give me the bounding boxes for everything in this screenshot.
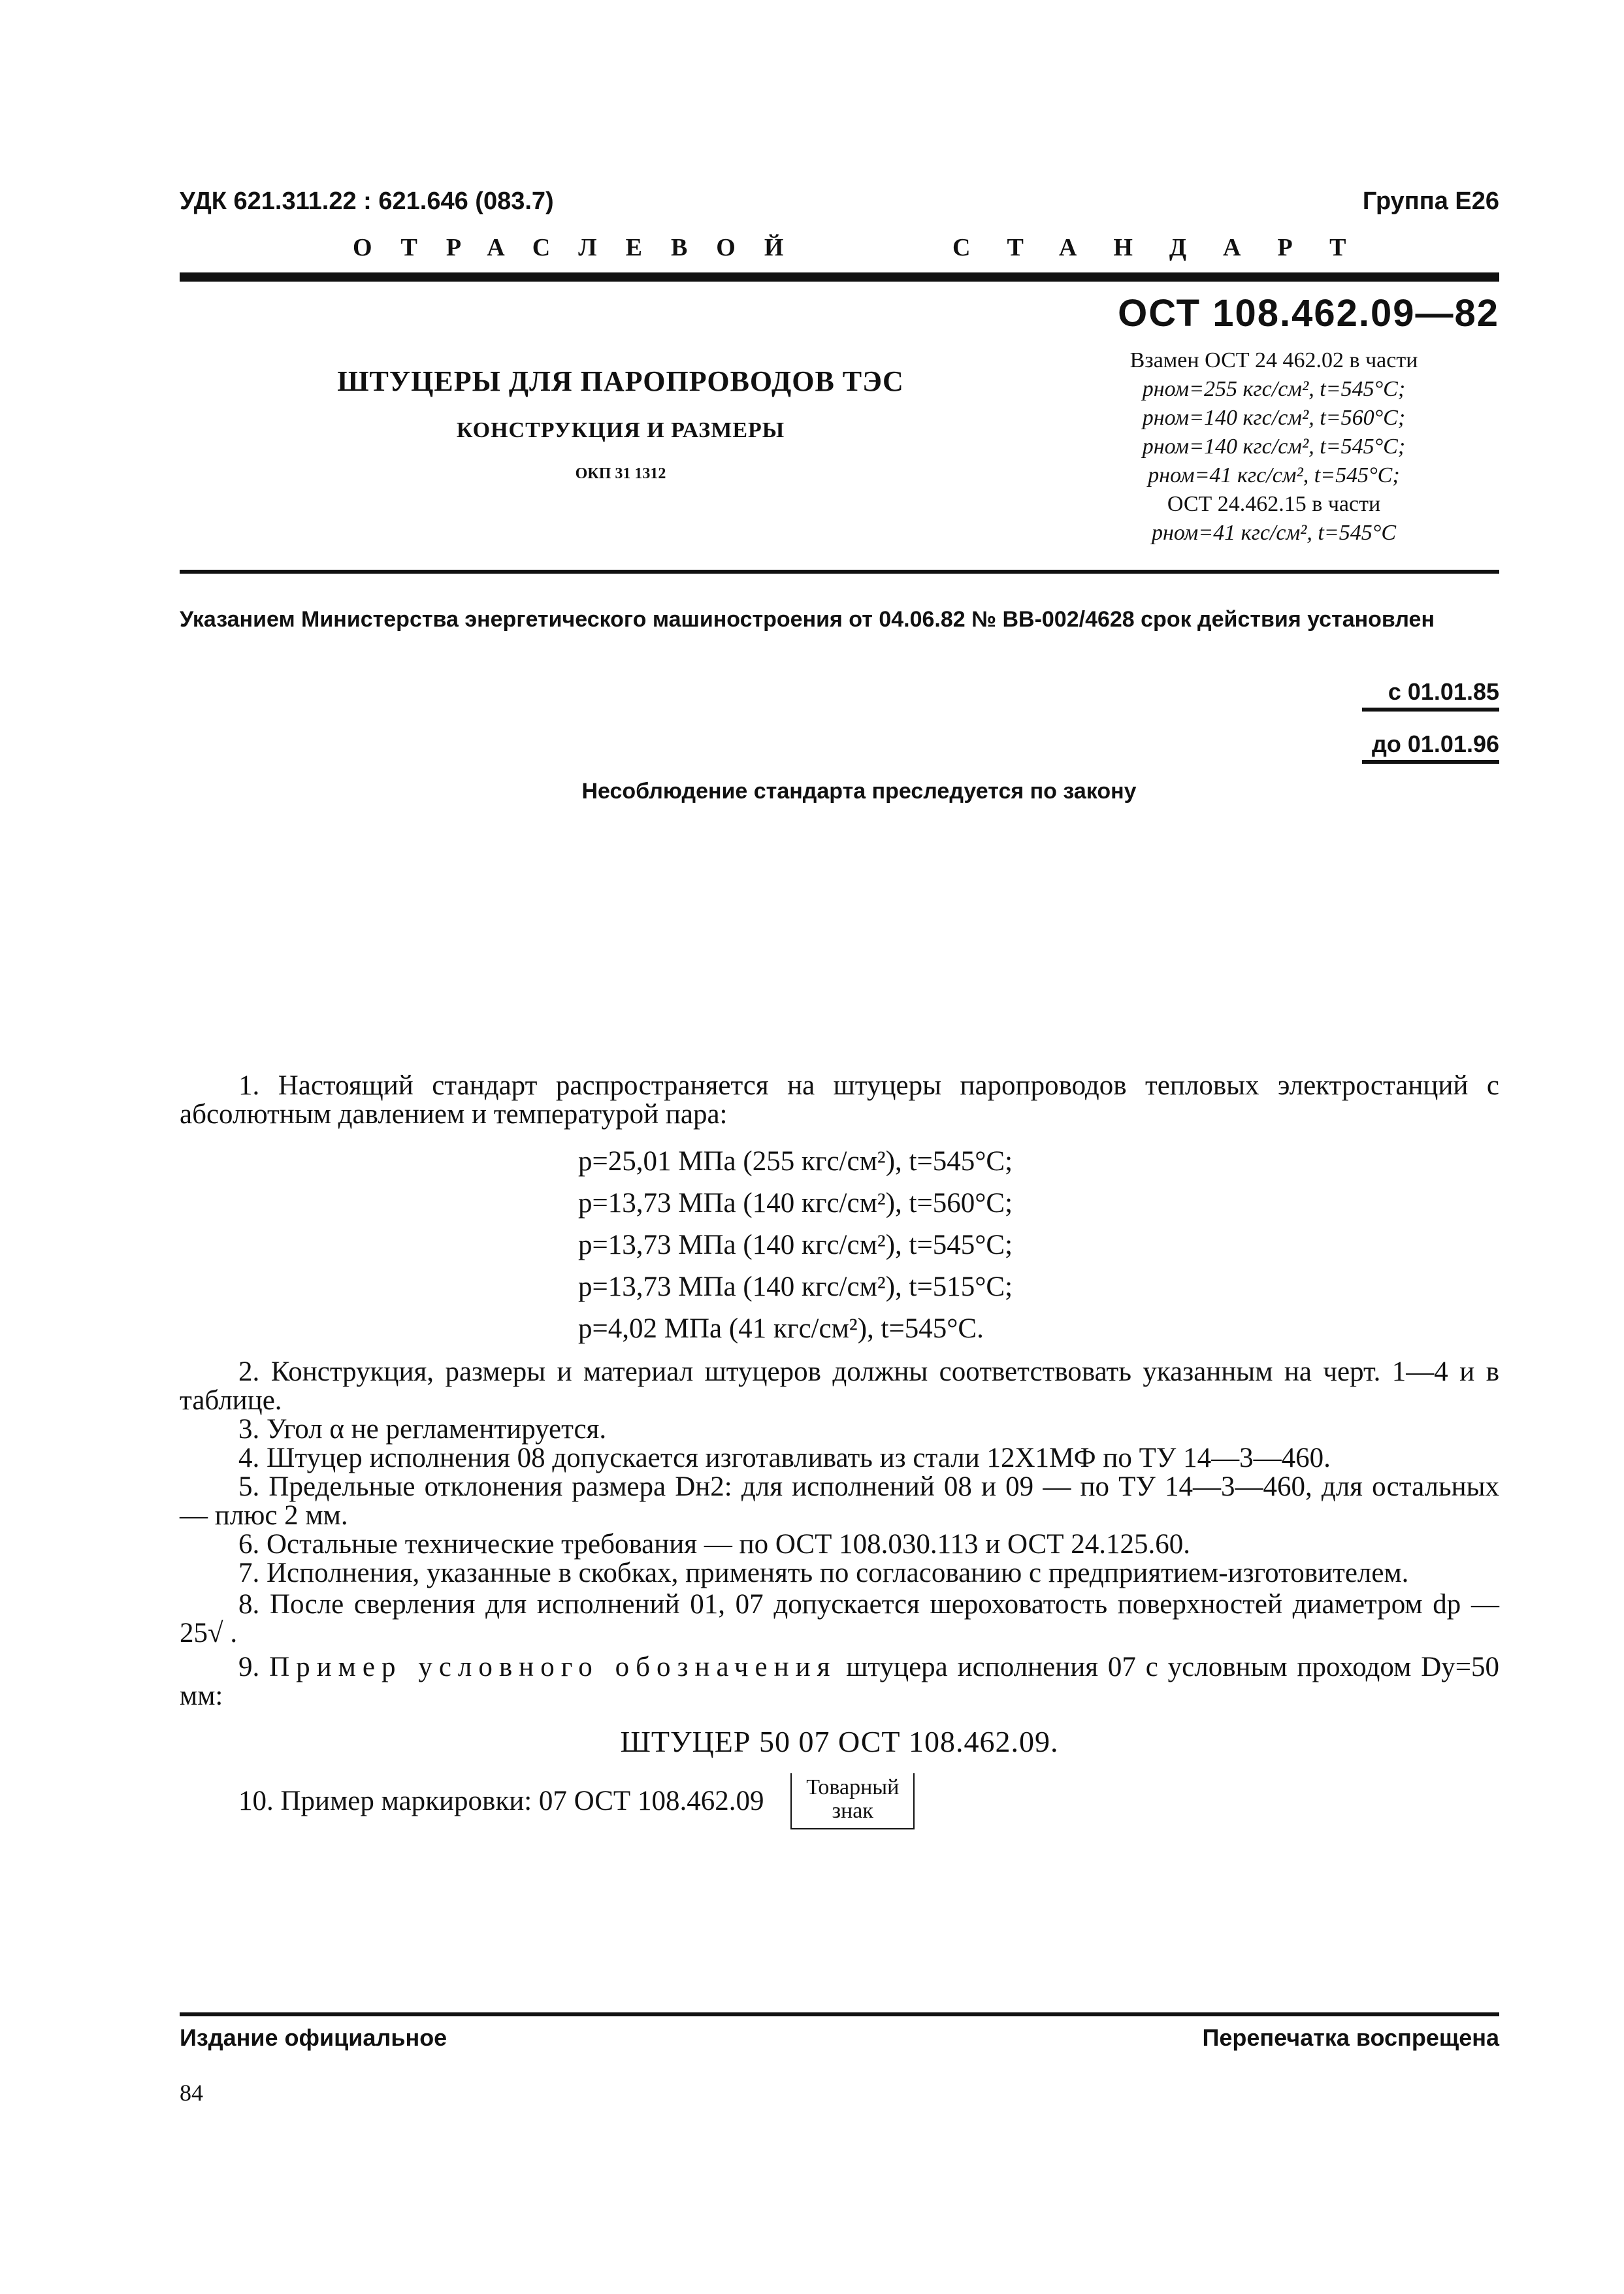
paragraph-1: 1. Настоящий стандарт распространяется на штуцеры паропроводов тепловых электростанций с абсолютным давлением и температурой пара:: [180, 1070, 1499, 1130]
pressure-formula: p=25,01 МПа (255 кгс/см²), t=545°С;: [578, 1146, 1013, 1177]
paragraph-4: 4. Штуцер исполнения 08 допускается изготавливать из стали 12Х1МФ по ТУ 14—3—460.: [238, 1443, 1331, 1473]
paragraph-6: 6. Остальные технические требования — по ОСТ 108.030.113 и ОСТ 24.125.60.: [238, 1529, 1191, 1560]
trademark-box: [790, 1773, 915, 1829]
replaces-line: pном=41 кгс/см², t=545°С: [1151, 521, 1397, 545]
udk-code: УДК 621.311.22 : 621.646 (083.7): [180, 188, 554, 215]
penalty-notice: Несоблюдение стандарта преследуется по закону: [581, 779, 1137, 804]
validity-to: до 01.01.96: [1372, 730, 1499, 757]
trademark-line-1: Товарный: [806, 1775, 900, 1799]
document-title: ШТУЦЕРЫ ДЛЯ ПАРОПРОВОДОВ ТЭС: [337, 365, 904, 397]
designation-example: ШТУЦЕР 50 07 ОСТ 108.462.09.: [620, 1725, 1059, 1758]
marking-example: 10. Пример маркировки: 07 ОСТ 108.462.09: [238, 1786, 764, 1816]
okp-code: ОКП 31 1312: [575, 465, 666, 482]
page-number: 84: [180, 2080, 203, 2106]
pressure-formula: p=13,73 МПа (140 кгс/см²), t=560°С;: [578, 1188, 1013, 1219]
paragraph-8: 8. После сверления для исполнений 01, 07 допускается шероховатость поверхностей диаметром dр — 25√ .: [180, 1589, 1499, 1648]
trademark-line-2: знак: [832, 1799, 873, 1823]
replaces-line: ОСТ 24.462.15 в части: [1167, 492, 1381, 516]
paragraph-9-rest: штуцера исполнения 07 с условным проходом Dу=50 мм:: [180, 1652, 1499, 1711]
paragraph-9: [180, 1653, 1499, 1711]
body-text: [180, 1072, 1499, 1829]
validity-from-underline: [1362, 708, 1499, 712]
replaces-line: pном=255 кгс/см², t=545°С;: [1142, 377, 1406, 401]
header-bottom-rule: [180, 570, 1499, 574]
pressure-formula: p=13,73 МПа (140 кгс/см²), t=515°С;: [578, 1271, 1013, 1302]
footer-rule: [180, 2012, 1499, 2016]
paragraph-10: [180, 1773, 1499, 1829]
validity-directive: Указанием Министерства энергетического машиностроения от 04.06.82 № ВВ-002/4628 срок действия установлен: [180, 607, 1435, 632]
document-subtitle: КОНСТРУКЦИЯ И РАЗМЕРЫ: [456, 418, 785, 442]
pressure-formula: p=13,73 МПа (140 кгс/см²), t=545°С;: [578, 1230, 1013, 1260]
replaces-line: Взамен ОСТ 24 462.02 в части: [1129, 348, 1418, 372]
banner-industry: ОТРАСЛЕВОЙ: [353, 234, 813, 261]
header-thick-rule: [180, 272, 1499, 282]
pressure-formula: p=4,02 МПа (41 кгс/см²), t=545°С.: [578, 1313, 984, 1344]
validity-to-underline: [1362, 760, 1499, 764]
replaces-block: [1052, 346, 1496, 548]
paragraph-9-spaced: Пример условного обозначения: [269, 1652, 837, 1682]
replaces-line: pном=140 кгс/см², t=560°С;: [1142, 406, 1406, 430]
paragraph-7: 7. Исполнения, указанные в скобках, применять по согласованию с предприятием-изготовителем.: [238, 1558, 1409, 1588]
paragraph-9-number: 9.: [238, 1652, 260, 1682]
standard-number: ОСТ 108.462.09—82: [1118, 292, 1499, 335]
banner-standard: СТАНДАРТ: [952, 234, 1383, 261]
validity-from: с 01.01.85: [1388, 678, 1499, 705]
reprint-note: Перепечатка воспрещена: [1202, 2024, 1499, 2051]
paragraph-5: 5. Предельные отклонения размера Dн2: для исполнений 08 и 09 — по ТУ 14—3—460, для остальных — плюс 2 мм.: [180, 1471, 1499, 1531]
replaces-line: pном=41 кгс/см², t=545°С;: [1148, 463, 1400, 487]
replaces-line: pном=140 кгс/см², t=545°С;: [1142, 434, 1406, 459]
pressure-list: [180, 1141, 1499, 1350]
paragraph-3: 3. Угол α не регламентируется.: [238, 1414, 607, 1445]
paragraph-2: 2. Конструкция, размеры и материал штуцеров должны соответствовать указанным на черт. 1—4 и в таблице.: [180, 1356, 1499, 1416]
group-code: Группа Е26: [1362, 188, 1499, 215]
edition-note: Издание официальное: [180, 2024, 447, 2051]
